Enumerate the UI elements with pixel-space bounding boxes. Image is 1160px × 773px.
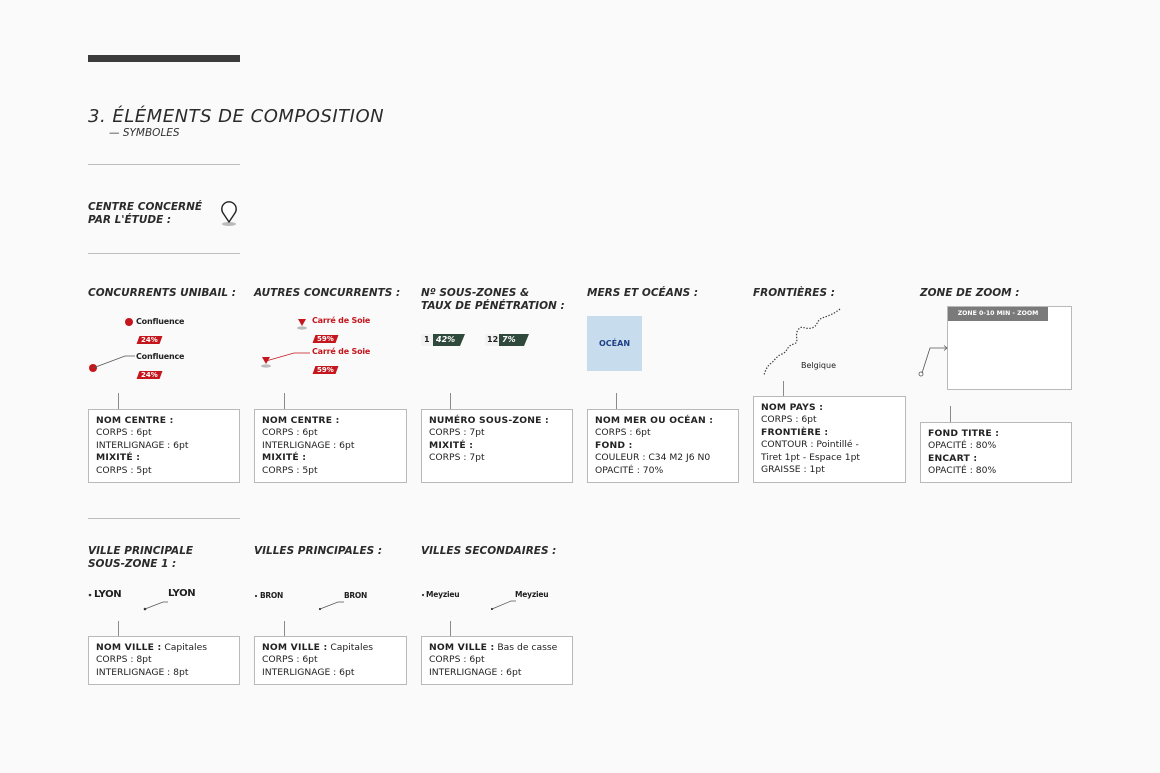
zoom-label: ZONE DE ZOOM :: [920, 287, 1020, 299]
spec-line: [761, 439, 898, 451]
connector: [450, 621, 451, 636]
unibail-mix-tag: [138, 362, 161, 381]
connector: [118, 393, 119, 409]
autres-sample: [254, 312, 406, 382]
unibail-mix-tag: [138, 327, 161, 346]
spec-line: [96, 642, 232, 654]
zoom-inset: [947, 306, 1072, 390]
ville-principale-label: [88, 545, 193, 571]
spec-line-text: CORPS : 5pt: [262, 464, 318, 476]
spec-line: [262, 667, 399, 679]
spec-line-heading: FOND TITRE :: [928, 428, 1000, 439]
spec-line: [96, 654, 232, 666]
spec-line-text: INTERLIGNAGE : 6pt: [262, 666, 355, 678]
spec-line: [595, 465, 731, 477]
autres-name: Carré de Soie: [312, 316, 371, 325]
spec-line-text: CORPS : 6pt: [595, 427, 651, 439]
connector: [118, 621, 119, 636]
souszone-pct: 42%: [436, 335, 456, 344]
frontieres-label: FRONTIÈRES :: [753, 287, 835, 299]
autres-triangle-icon: [298, 319, 306, 326]
divider: [88, 518, 240, 519]
villes-secondaires-spec-box: [421, 636, 573, 685]
connector: [284, 393, 285, 409]
spec-line: [761, 452, 898, 464]
spec-line: [595, 427, 731, 439]
spec-line: [262, 642, 399, 654]
spec-line-text: CORPS : 7pt: [429, 427, 485, 439]
spec-line-text: INTERLIGNAGE : 8pt: [96, 666, 189, 678]
spec-line-text: OPACITÉ : 80%: [928, 465, 997, 477]
city-label: Meyzieu: [515, 590, 549, 599]
divider: [88, 164, 240, 165]
spec-line-text: CORPS : 5pt: [96, 464, 152, 476]
villes-principales-spec-box: [254, 636, 407, 685]
zoom-title-bar: ZONE 0-10 MIN - ZOOM: [948, 307, 1048, 321]
autres-pct: 59%: [317, 335, 334, 343]
spec-line: [262, 427, 399, 439]
spec-line-text: GRAISSE : 1pt: [761, 464, 825, 476]
villes-secondaires-label: VILLES SECONDAIRES :: [421, 545, 557, 557]
souszones-label: [421, 287, 565, 313]
souszone-pct: 7%: [502, 335, 516, 344]
spec-line-heading: FOND :: [595, 439, 633, 451]
spec-line-text: INTERLIGNAGE : 6pt: [429, 666, 522, 678]
zoom-spec-box: [920, 422, 1072, 483]
autres-pct: 59%: [317, 366, 334, 374]
autres-label: AUTRES CONCURRENTS :: [254, 287, 401, 299]
spec-line-text: OPACITÉ : 80%: [928, 440, 997, 452]
ocean-swatch: OCÉAN: [587, 316, 642, 371]
spec-line: [928, 440, 1064, 452]
spec-line-text: Capitales: [327, 642, 374, 653]
souszones-label-line1: Nº SOUS-ZONES &: [421, 287, 530, 299]
spec-line: [262, 415, 399, 427]
spec-line-text: INTERLIGNAGE : 6pt: [262, 439, 355, 451]
spec-line-text: CORPS : 6pt: [429, 654, 485, 666]
connector: [616, 393, 617, 409]
spec-line: [262, 465, 399, 477]
autres-mix-tag: [314, 326, 337, 345]
autres-name: Carré de Soie: [312, 347, 371, 356]
unibail-sample: [88, 312, 240, 382]
spec-line-heading: NOM CENTRE :: [96, 415, 174, 426]
spec-line: [429, 415, 565, 427]
city-label: BRON: [344, 591, 367, 600]
unibail-pct: 24%: [141, 336, 158, 344]
spec-line-heading: NOM VILLE :: [429, 642, 495, 653]
spec-line-heading: MIXITÉ :: [96, 452, 141, 464]
ville-principale-label-line1: VILLE PRINCIPALE: [88, 545, 194, 557]
centre-label-line1: CENTRE CONCERNÉ: [88, 201, 203, 213]
centre-label-line2: PAR L'ÉTUDE :: [88, 214, 172, 226]
spec-line-text: Capitales: [161, 642, 208, 653]
spec-line: [928, 428, 1064, 440]
city-label: LYON: [94, 589, 122, 600]
villes-principales-sample: [254, 590, 406, 614]
souszones-label-line2: TAUX DE PÉNÉTRATION :: [421, 300, 565, 312]
spec-line-text: INTERLIGNAGE : 6pt: [96, 439, 189, 451]
spec-line-text: CORPS : 6pt: [761, 414, 817, 426]
spec-line-text: Tiret 1pt - Espace 1pt: [761, 451, 861, 463]
souszone-num: 12: [487, 335, 499, 344]
spec-line-heading: NOM CENTRE :: [262, 415, 340, 426]
autres-leader-line: [266, 353, 310, 361]
spec-line-heading: FRONTIÈRE :: [761, 426, 829, 438]
unibail-pct: 24%: [141, 371, 158, 379]
city-label: Meyzieu: [426, 590, 460, 599]
spec-line: [96, 667, 232, 679]
spec-line-heading: MIXITÉ :: [429, 439, 474, 451]
spec-line: [928, 465, 1064, 477]
spec-line: [595, 452, 731, 464]
spec-line: [429, 452, 565, 464]
ville-principale-label-line2: SOUS-ZONE 1 :: [88, 558, 177, 570]
spec-line: [429, 667, 565, 679]
zoom-pointer: [916, 344, 950, 378]
spec-line: [595, 415, 731, 427]
unibail-dot-icon: [125, 318, 133, 326]
spec-line: [96, 415, 232, 427]
divider: [88, 253, 240, 254]
page-subtitle: — SYMBOLES: [109, 127, 180, 139]
spec-line: [429, 654, 565, 666]
spec-line: [928, 453, 1064, 465]
spec-line: [262, 440, 399, 452]
mers-label: MERS ET OCÉANS :: [587, 287, 699, 299]
spec-line: [429, 440, 565, 452]
connector: [450, 393, 451, 409]
spec-line-heading: NOM VILLE :: [262, 642, 328, 653]
header-bar: [88, 55, 240, 62]
spec-line: [595, 440, 731, 452]
spec-line-heading: NOM VILLE :: [96, 642, 162, 653]
ville-principale-sample: [88, 590, 240, 614]
unibail-spec-box: [88, 409, 240, 483]
spec-line-heading: ENCART :: [928, 452, 978, 464]
spec-line: [429, 642, 565, 654]
spec-line: [96, 427, 232, 439]
spec-line: [96, 440, 232, 452]
spec-line-text: CORPS : 8pt: [96, 654, 152, 666]
unibail-leader-line: [93, 356, 135, 368]
spec-line: [262, 654, 399, 666]
ville-principale-spec-box: [88, 636, 240, 685]
spec-line: [96, 452, 232, 464]
autres-spec-box: [254, 409, 407, 483]
spec-line-text: CORPS : 6pt: [262, 427, 318, 439]
souszones-spec-box: [421, 409, 573, 483]
spec-line-heading: NOM MER OU OCÉAN :: [595, 415, 714, 426]
spec-line-heading: NOM PAYS :: [761, 402, 824, 413]
spec-line: [761, 414, 898, 426]
unibail-name: Confluence: [136, 352, 185, 361]
spec-line-heading: NUMÉRO SOUS-ZONE :: [429, 415, 549, 426]
page-title: 3. ÉLÉMENTS DE COMPOSITION: [88, 106, 385, 127]
spec-line-heading: MIXITÉ :: [262, 452, 307, 464]
spec-line-text: CORPS : 6pt: [262, 654, 318, 666]
spec-line-text: Bas de casse: [494, 642, 558, 653]
spec-line-text: CORPS : 7pt: [429, 452, 485, 464]
spec-line: [429, 427, 565, 439]
spec-line: [96, 465, 232, 477]
unibail-label: CONCURRENTS UNIBAIL :: [88, 287, 236, 299]
villes-secondaires-sample: [421, 590, 573, 614]
spec-line-text: OPACITÉ : 70%: [595, 464, 664, 476]
spec-line: [761, 402, 898, 414]
country-name: Belgique: [801, 361, 837, 370]
city-label: LYON: [168, 588, 196, 599]
souszone-num: 1: [424, 335, 430, 344]
spec-line: [761, 427, 898, 439]
spec-line-text: CONTOUR : Pointillé -: [761, 439, 859, 451]
connector: [950, 406, 951, 422]
spec-line: [761, 464, 898, 476]
map-pin-icon: [216, 200, 242, 228]
connector: [783, 381, 784, 396]
frontieres-spec-box: [753, 396, 906, 483]
spec-line-text: COULEUR : C34 M2 J6 N0: [595, 452, 711, 464]
city-label: BRON: [260, 591, 283, 600]
mers-spec-box: [587, 409, 739, 483]
centre-label: [88, 201, 202, 227]
villes-principales-label: VILLES PRINCIPALES :: [254, 545, 383, 557]
spec-line-text: CORPS : 6pt: [96, 427, 152, 439]
spec-line: [262, 452, 399, 464]
connector: [284, 621, 285, 636]
autres-mix-tag: [314, 357, 337, 376]
unibail-name: Confluence: [136, 317, 185, 326]
